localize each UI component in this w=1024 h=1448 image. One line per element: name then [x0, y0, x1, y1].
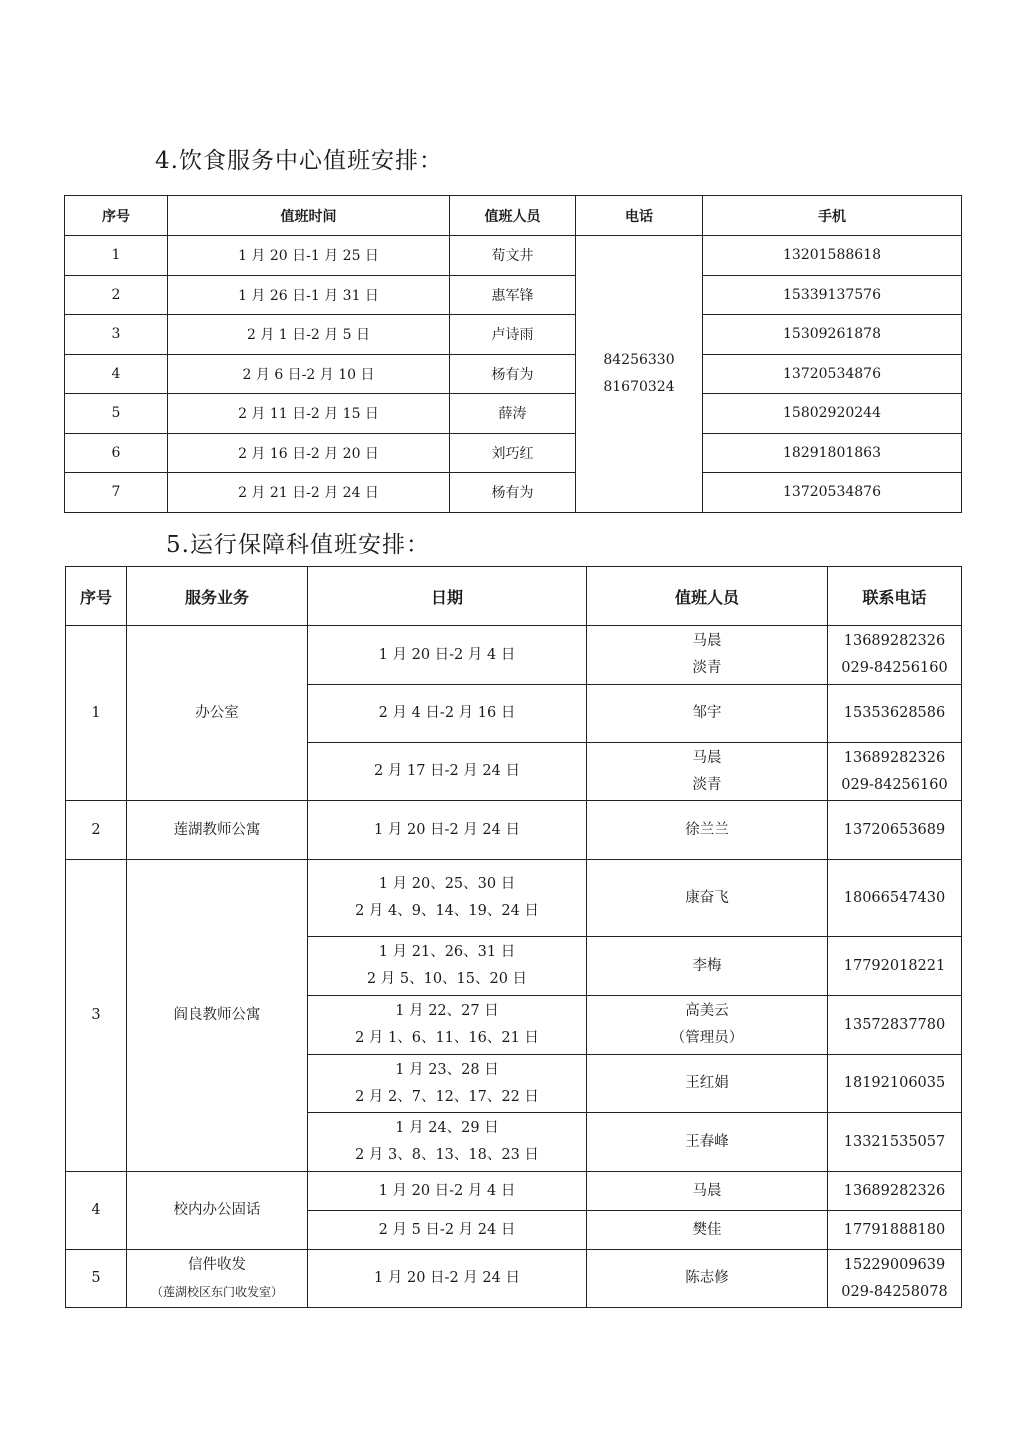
person-line: 马晨: [692, 749, 722, 766]
cell-date: [308, 801, 587, 860]
cell-date: [308, 1113, 587, 1172]
cell-phone: [828, 743, 962, 801]
table-row: [66, 860, 962, 937]
person-line: 淡青: [692, 660, 722, 676]
person-line: 康奋飞: [685, 889, 729, 906]
cell-mobile: 15309261878: [703, 315, 962, 355]
cell-phone: [828, 1250, 962, 1308]
cell-time: 2 月 11 日-2 月 15 日: [168, 394, 450, 434]
phone-line: 029-84256160: [841, 776, 948, 793]
date-line: 2 月 5、10、15、20 日: [366, 971, 528, 987]
cell-no: 5: [66, 1250, 127, 1308]
cell-no: 2: [65, 275, 168, 315]
cell-no: 1: [65, 236, 168, 276]
service-name: 莲湖教师公寓: [173, 821, 261, 838]
person-line: 邹宇: [692, 705, 722, 721]
phone-line: 17792018221: [843, 957, 946, 974]
person-line: （管理员）: [670, 1030, 744, 1046]
phone-line: 13572837780: [843, 1016, 946, 1033]
cell-person: 荀文井: [450, 236, 576, 276]
cell-person: [587, 743, 828, 801]
service-name: 办公室: [195, 704, 239, 721]
person-line: 徐兰兰: [685, 821, 729, 838]
cell-date: [308, 626, 587, 685]
person-line: 陈志修: [685, 1270, 729, 1286]
header-phone: 电话: [576, 196, 703, 236]
cell-mobile: 15339137576: [703, 275, 962, 315]
phone-line: 81670324: [603, 378, 675, 395]
date-line: 1 月 20 日-2 月 24 日: [374, 1270, 520, 1286]
table-row: [65, 473, 962, 513]
cell-service: [127, 1172, 308, 1250]
table-row: [65, 354, 962, 394]
cell-person: 卢诗雨: [450, 315, 576, 355]
cell-time: 1 月 20 日-1 月 25 日: [168, 236, 450, 276]
cell-date: [308, 937, 587, 996]
date-line: 1 月 20 日-2 月 4 日: [378, 1182, 516, 1199]
person-line: 王红娟: [685, 1075, 729, 1091]
table-row: [66, 1172, 962, 1211]
cell-person: [587, 1172, 828, 1211]
cell-time: 2 月 6 日-2 月 10 日: [168, 354, 450, 394]
cell-time: 1 月 26 日-1 月 31 日: [168, 275, 450, 315]
cell-phone: [828, 1113, 962, 1172]
person-line: 淡青: [692, 776, 722, 793]
header-no: 序号: [65, 196, 168, 236]
table-row: [66, 626, 962, 685]
cell-phone: [828, 996, 962, 1055]
date-line: 2 月 17 日-2 月 24 日: [374, 763, 520, 779]
date-line: 1 月 24、29 日: [395, 1120, 499, 1136]
cell-service: [127, 626, 308, 801]
person-line: 马晨: [692, 1182, 722, 1199]
cell-person: 杨有为: [450, 354, 576, 394]
person-line: 樊佳: [692, 1221, 722, 1238]
date-line: 1 月 22、27 日: [395, 1003, 499, 1019]
table-row: [65, 275, 962, 315]
table-row: [65, 315, 962, 355]
phone-line: 13689282326: [843, 633, 946, 649]
service-note: （莲湖校区东门收发室）: [150, 1284, 283, 1299]
header-date: 日期: [308, 567, 587, 626]
header-no: 序号: [66, 567, 127, 626]
cell-time: 2 月 1 日-2 月 5 日: [168, 315, 450, 355]
cell-time: 2 月 21 日-2 月 24 日: [168, 473, 450, 513]
date-line: 2 月 4 日-2 月 16 日: [378, 705, 516, 721]
person-line: 王春峰: [685, 1133, 729, 1150]
cell-no: 1: [66, 626, 127, 801]
phone-line: 13689282326: [843, 749, 946, 766]
cell-date: [308, 685, 587, 743]
duty-table-operations: [65, 566, 962, 1308]
cell-mobile: 13720534876: [703, 354, 962, 394]
cell-date: [308, 996, 587, 1055]
service-name: 阎良教师公寓: [173, 1007, 261, 1023]
date-line: 2 月 4、9、14、19、24 日: [355, 903, 539, 919]
header-person: 值班人员: [587, 567, 828, 626]
cell-no: 5: [65, 394, 168, 434]
cell-person: [587, 801, 828, 860]
date-line: 1 月 20 日-2 月 4 日: [378, 646, 516, 663]
cell-phone: [828, 1172, 962, 1211]
person-line: 马晨: [692, 633, 722, 649]
phone-line: 17791888180: [843, 1221, 946, 1238]
cell-person: [587, 1250, 828, 1308]
phone-line: 13321535057: [843, 1133, 946, 1150]
header-service: 服务业务: [127, 567, 308, 626]
cell-no: 6: [65, 433, 168, 473]
cell-mobile: 13720534876: [703, 473, 962, 513]
section5-title: 5.运行保障科值班安排：: [166, 532, 430, 558]
phone-line: 13689282326: [843, 1182, 946, 1199]
service-name: 信件收发: [188, 1256, 246, 1273]
header-time: 值班时间: [168, 196, 450, 236]
cell-person: [587, 626, 828, 685]
phone-line: 029-84256160: [841, 660, 948, 676]
cell-person: [587, 1113, 828, 1172]
cell-person: 杨有为: [450, 473, 576, 513]
cell-phone: [828, 860, 962, 937]
table-row: [65, 394, 962, 434]
header-contact-phone: 联系电话: [828, 567, 962, 626]
cell-date: [308, 1211, 587, 1250]
cell-mobile: 18291801863: [703, 433, 962, 473]
cell-no: 7: [65, 473, 168, 513]
cell-person: 惠军锋: [450, 275, 576, 315]
cell-date: [308, 860, 587, 937]
cell-no: 3: [65, 315, 168, 355]
phone-line: 029-84258078: [841, 1283, 948, 1300]
date-line: 1 月 20、25、30 日: [378, 876, 516, 892]
cell-no: 2: [66, 801, 127, 860]
cell-no: 4: [65, 354, 168, 394]
cell-date: [308, 743, 587, 801]
cell-person: [587, 685, 828, 743]
cell-service: [127, 801, 308, 860]
cell-phone: [828, 626, 962, 685]
header-mobile: 手机: [703, 196, 962, 236]
cell-phone: [828, 801, 962, 860]
cell-phone: [576, 236, 703, 513]
cell-mobile: 15802920244: [703, 394, 962, 434]
cell-mobile: 13201588618: [703, 236, 962, 276]
cell-person: [587, 996, 828, 1055]
cell-person: [587, 1055, 828, 1113]
cell-date: [308, 1055, 587, 1113]
cell-phone: [828, 1211, 962, 1250]
table-row: [66, 801, 962, 860]
cell-phone: [828, 1055, 962, 1113]
date-line: 2 月 2、7、12、17、22 日: [355, 1088, 539, 1105]
cell-service: [127, 860, 308, 1172]
cell-person: [587, 860, 828, 937]
cell-no: 3: [66, 860, 127, 1172]
person-line: 高美云: [685, 1003, 729, 1019]
phone-line: 18066547430: [843, 889, 946, 906]
date-line: 1 月 20 日-2 月 24 日: [374, 821, 520, 838]
date-line: 2 月 1、6、11、16、21 日: [355, 1030, 539, 1046]
phone-line: 15353628586: [843, 705, 946, 721]
date-line: 1 月 21、26、31 日: [378, 944, 516, 960]
phone-line: 15229009639: [843, 1256, 946, 1273]
table-row: [65, 236, 962, 276]
cell-service: [127, 1250, 308, 1308]
cell-phone: [828, 937, 962, 996]
section4-title: 4.饮食服务中心值班安排：: [155, 148, 443, 174]
cell-person: [587, 1211, 828, 1250]
date-line: 1 月 23、28 日: [395, 1061, 499, 1078]
table-row: [66, 1250, 962, 1308]
cell-person: 薛涛: [450, 394, 576, 434]
cell-time: 2 月 16 日-2 月 20 日: [168, 433, 450, 473]
date-line: 2 月 3、8、13、18、23 日: [355, 1147, 539, 1163]
cell-date: [308, 1172, 587, 1211]
date-line: 2 月 5 日-2 月 24 日: [378, 1221, 516, 1238]
phone-line: 13720653689: [843, 821, 946, 838]
duty-table-food-service: [64, 195, 962, 513]
cell-phone: [828, 685, 962, 743]
person-line: 李梅: [692, 957, 722, 974]
cell-person: [587, 937, 828, 996]
cell-date: [308, 1250, 587, 1308]
header-person: 值班人员: [450, 196, 576, 236]
cell-no: 4: [66, 1172, 127, 1250]
service-name: 校内办公固话: [173, 1202, 261, 1218]
table-row: [65, 433, 962, 473]
phone-line: 18192106035: [843, 1075, 946, 1091]
phone-line: 84256330: [603, 351, 675, 368]
cell-person: 刘巧红: [450, 433, 576, 473]
